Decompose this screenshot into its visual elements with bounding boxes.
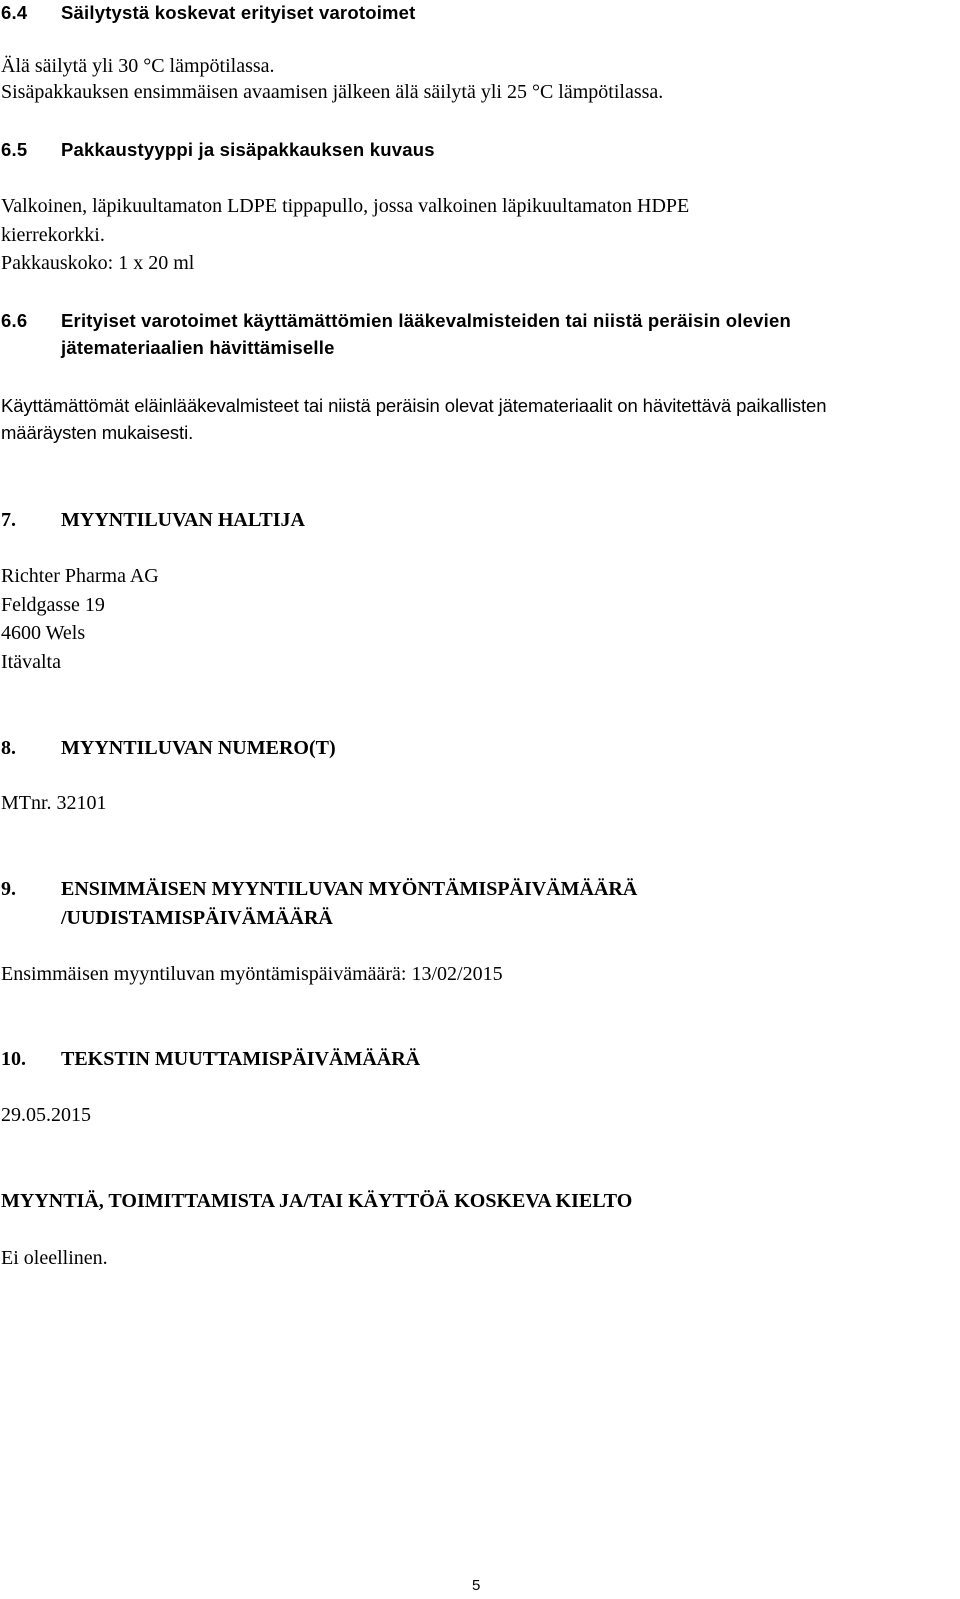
section-number: 6.5 <box>1 139 28 160</box>
section-6-6-heading <box>1 308 791 334</box>
section-title: Erityiset varotoimet käyttämättömien lääkevalmisteiden tai niistä peräisin olevien <box>61 310 791 331</box>
address-line: Itävalta <box>1 651 61 673</box>
section-number: 6.4 <box>1 2 28 23</box>
paragraph-line: kierrekorkki. <box>1 224 105 246</box>
paragraph-line: Ensimmäisen myyntiluvan myöntämispäivämäärä: 13/02/2015 <box>1 963 503 985</box>
section-6-6-heading-continued <box>1 335 335 361</box>
paragraph-line: Älä säilytä yli 30 °C lämpötilassa. <box>1 55 275 77</box>
section-number: 6.6 <box>1 310 28 331</box>
section-9-heading <box>1 876 637 902</box>
section-8-heading <box>1 735 336 761</box>
section-number: 9. <box>1 878 16 900</box>
paragraph-line: Pakkauskoko: 1 x 20 ml <box>1 252 195 274</box>
paragraph-line: 29.05.2015 <box>1 1104 91 1126</box>
paragraph-line: Valkoinen, läpikuultamaton LDPE tippapullo, jossa valkoinen läpikuultamaton HDPE <box>1 195 690 217</box>
section-title: ENSIMMÄISEN MYYNTILUVAN MYÖNTÄMISPÄIVÄMÄÄRÄ <box>61 878 638 900</box>
section-title-continued: /UUDISTAMISPÄIVÄMÄÄRÄ <box>61 907 333 929</box>
section-title: MYYNTILUVAN HALTIJA <box>61 509 305 531</box>
paragraph-line: Sisäpakkauksen ensimmäisen avaamisen jälkeen älä säilytä yli 25 °C lämpötilassa. <box>1 81 664 103</box>
address-line: Richter Pharma AG <box>1 565 159 587</box>
section-title: MYYNTILUVAN NUMERO(T) <box>61 737 336 759</box>
section-title: Pakkaustyyppi ja sisäpakkauksen kuvaus <box>61 139 435 160</box>
paragraph-line: Ei oleellinen. <box>1 1247 108 1269</box>
section-10-heading <box>1 1046 420 1072</box>
section-title: TEKSTIN MUUTTAMISPÄIVÄMÄÄRÄ <box>61 1048 421 1070</box>
address-line: Feldgasse 19 <box>1 594 105 616</box>
section-6-5-heading <box>1 137 435 163</box>
address-line: 4600 Wels <box>1 622 86 644</box>
section-number: 8. <box>1 737 16 759</box>
page-number: 5 <box>472 1577 481 1594</box>
section-6-4-heading <box>1 0 416 26</box>
section-title-continued: jätemateriaalien hävittämiselle <box>61 337 335 358</box>
section-title: Säilytystä koskevat erityiset varotoimet <box>61 2 416 23</box>
section-number: 10. <box>1 1048 26 1070</box>
paragraph-line: Käyttämättömät eläinlääkevalmisteet tai niistä peräisin olevat jätemateriaalit on hävitettävä paikallisten <box>1 395 827 416</box>
paragraph-line: määräysten mukaisesti. <box>1 422 194 443</box>
section-number: 7. <box>1 509 16 531</box>
section-9-heading-continued <box>1 905 333 931</box>
prohibition-heading: MYYNTIÄ, TOIMITTAMISTA JA/TAI KÄYTTÖÄ KOSKEVA KIELTO <box>1 1190 633 1212</box>
section-7-heading <box>1 507 305 533</box>
paragraph-line: MTnr. 32101 <box>1 792 107 814</box>
